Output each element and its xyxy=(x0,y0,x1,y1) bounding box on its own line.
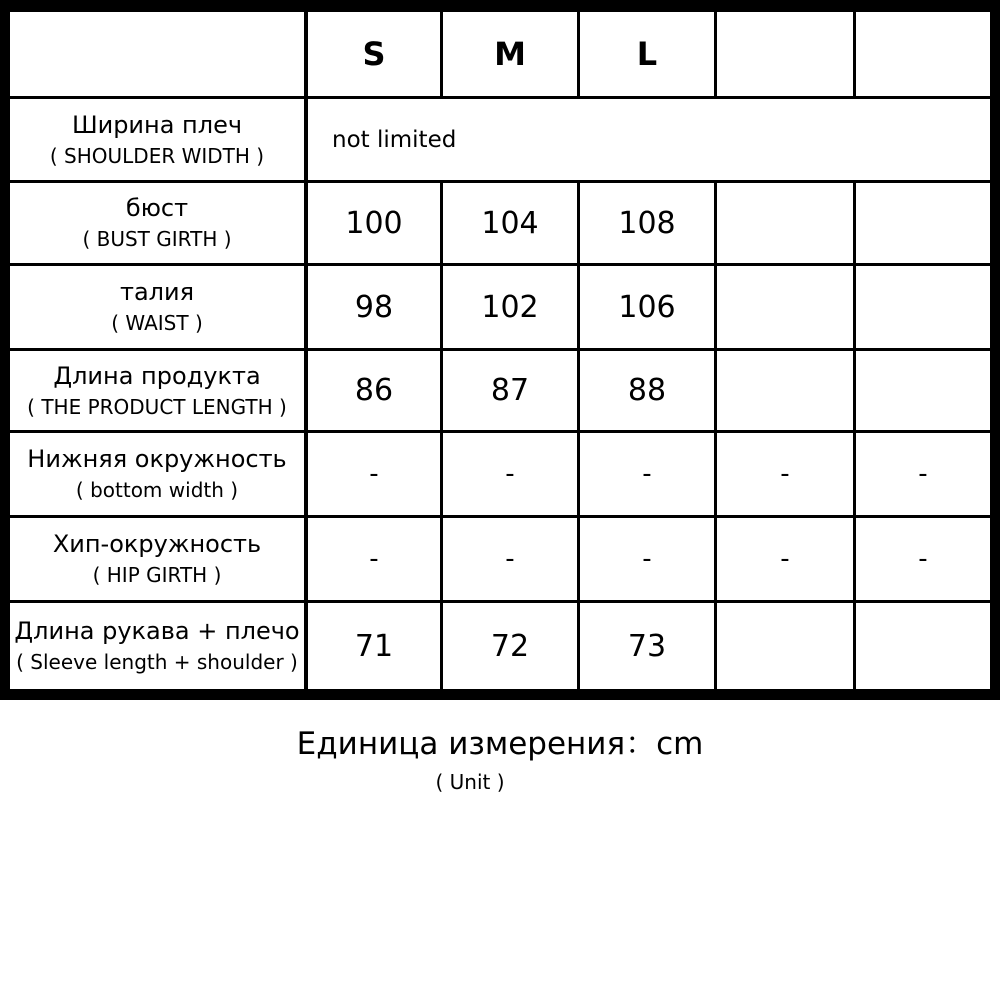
table-cell: 86 xyxy=(308,351,440,430)
row-label-bust-girth xyxy=(10,183,304,263)
row-label-ru: Длина рукава + плечо xyxy=(14,617,300,645)
table-cell: - xyxy=(856,433,990,515)
shoulder-width-value: not limited xyxy=(308,99,990,180)
row-label-ru: Длина продукта xyxy=(53,361,261,390)
table-cell: - xyxy=(443,518,577,600)
unit-sublabel: ( Unit ) xyxy=(435,770,505,794)
row-label-waist xyxy=(10,266,304,348)
row-label-product-length xyxy=(10,351,304,430)
table-cell: - xyxy=(717,518,853,600)
table-cell xyxy=(717,266,853,348)
row-label-ru: талия xyxy=(119,278,195,306)
row-label-en: ( HIP GIRTH ) xyxy=(92,563,222,587)
row-label-ru: Ширина плеч xyxy=(71,110,243,139)
row-label-shoulder-width xyxy=(10,99,304,180)
table-cell: - xyxy=(580,518,714,600)
row-label-hip-girth xyxy=(10,518,304,600)
row-label-en: ( BUST GIRTH ) xyxy=(82,227,232,251)
table-cell xyxy=(717,183,853,263)
table-cell: 100 xyxy=(308,183,440,263)
table-cell: 106 xyxy=(580,266,714,348)
row-label-sleeve-length xyxy=(10,603,304,689)
header-corner-cell xyxy=(10,12,304,96)
size-header-m: M xyxy=(443,12,577,96)
row-label-bottom-width xyxy=(10,433,304,515)
size-header-5 xyxy=(856,12,990,96)
table-cell: - xyxy=(717,433,853,515)
table-cell xyxy=(856,351,990,430)
row-label-en: ( WAIST ) xyxy=(111,311,203,335)
row-label-en: ( THE PRODUCT LENGTH ) xyxy=(27,394,287,419)
row-label-ru: бюст xyxy=(125,194,189,222)
row-label-en: ( Sleeve length + shoulder ) xyxy=(16,650,298,674)
table-cell xyxy=(856,603,990,689)
table-cell xyxy=(717,351,853,430)
table-cell xyxy=(856,183,990,263)
row-label-ru: Хип-окружность xyxy=(52,530,262,558)
table-cell: 98 xyxy=(308,266,440,348)
row-label-en: ( SHOULDER WIDTH ) xyxy=(49,143,265,168)
size-header-l: L xyxy=(580,12,714,96)
table-cell: 87 xyxy=(443,351,577,430)
table-cell: 88 xyxy=(580,351,714,430)
table-cell: - xyxy=(580,433,714,515)
table-cell: 72 xyxy=(443,603,577,689)
table-cell: - xyxy=(308,518,440,600)
table-cell: 104 xyxy=(443,183,577,263)
table-cell: 108 xyxy=(580,183,714,263)
table-cell xyxy=(856,266,990,348)
row-label-en: ( bottom width ) xyxy=(75,478,239,502)
table-cell: - xyxy=(308,433,440,515)
unit-label: Единица измерения：cm xyxy=(296,726,704,762)
table-cell: 71 xyxy=(308,603,440,689)
size-header-s: S xyxy=(308,12,440,96)
table-cell: - xyxy=(856,518,990,600)
table-cell: 73 xyxy=(580,603,714,689)
size-header-4 xyxy=(717,12,853,96)
table-cell: - xyxy=(443,433,577,515)
table-cell: 102 xyxy=(443,266,577,348)
row-label-ru: Нижняя окружность xyxy=(27,445,287,473)
table-cell xyxy=(717,603,853,689)
